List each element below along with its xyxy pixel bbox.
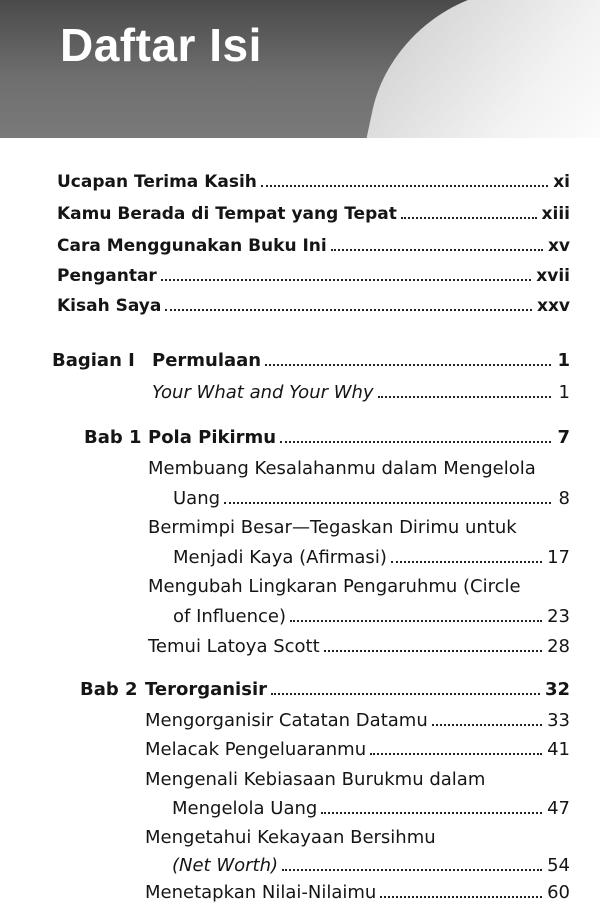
leader-dots: [401, 217, 537, 219]
toc-entry-page: xiii: [541, 204, 570, 224]
toc-entry-page: 8: [558, 488, 570, 509]
chapter-prefix: Bab 2: [80, 679, 138, 700]
leader-dots: [282, 869, 542, 871]
toc-entry-label: Menetapkan Nilai-Nilaimu: [145, 882, 377, 903]
toc-entry[interactable]: [57, 204, 570, 224]
toc-entry[interactable]: [57, 172, 570, 192]
toc-entry-label: Kisah Saya: [57, 296, 162, 316]
toc-entry-page: xv: [547, 236, 570, 256]
leader-dots: [324, 650, 542, 652]
leader-dots: [432, 724, 542, 726]
toc-entry-label: Your What and Your Why: [152, 382, 374, 403]
toc-entry-page: 23: [547, 606, 570, 627]
chapter-title-entry[interactable]: [148, 427, 570, 448]
part-prefix: Bagian I: [52, 350, 135, 371]
toc-entry[interactable]: [145, 710, 570, 731]
toc-entry-page: 1: [558, 382, 570, 403]
toc-entry-label: Terorganisir: [145, 679, 267, 700]
toc-entry-page: 41: [547, 739, 570, 760]
leader-dots: [280, 441, 551, 443]
toc-entry-page: 32: [544, 679, 570, 700]
leader-dots: [391, 561, 542, 563]
leader-dots: [271, 693, 540, 695]
toc-entry-label: Menjadi Kaya (Afirmasi): [173, 547, 387, 568]
toc-entry-page: xxv: [536, 296, 570, 316]
leader-dots: [321, 812, 542, 814]
toc-entry-label: (Net Worth): [172, 855, 279, 876]
toc-entry-page: 7: [557, 427, 570, 448]
toc-entry[interactable]: [173, 488, 570, 509]
toc-entry-label: Melacak Pengeluaranmu: [145, 739, 367, 760]
toc-entry-page: 33: [547, 710, 570, 731]
toc-entry-label: of Influence): [173, 606, 287, 627]
toc-entry[interactable]: [145, 739, 570, 760]
toc-entry-page: xvii: [536, 266, 570, 286]
page-title: Daftar Isi: [60, 19, 262, 71]
toc-entry-label: Kamu Berada di Tempat yang Tepat: [57, 204, 397, 224]
toc-entry[interactable]: [152, 382, 570, 403]
toc-entry-label: Mengorganisir Catatan Datamu: [145, 710, 428, 731]
toc-entry[interactable]: [172, 855, 570, 876]
toc-entry-page: 60: [547, 882, 570, 903]
leader-dots: [331, 249, 543, 251]
leader-dots: [265, 364, 551, 366]
leader-dots: [290, 620, 542, 622]
toc-entry[interactable]: [57, 266, 570, 286]
toc-entry-label: Mengelola Uang: [172, 798, 318, 819]
toc-entry-label: Pola Pikirmu: [148, 427, 277, 448]
toc-entry[interactable]: [148, 636, 570, 657]
toc-entry[interactable]: [172, 798, 570, 819]
toc-entry-page: 28: [547, 636, 570, 657]
leader-dots: [165, 309, 532, 311]
toc-entry-label-line1: Mengubah Lingkaran Pengaruhmu (Circle: [148, 576, 521, 597]
toc-entry-page: 17: [547, 547, 570, 568]
leader-dots: [378, 396, 551, 398]
toc-entry-page: 47: [547, 798, 570, 819]
toc-entry-label: Permulaan: [152, 350, 262, 371]
toc-entry-label: Pengantar: [57, 266, 157, 286]
part-title-entry[interactable]: [152, 350, 570, 371]
leader-dots: [161, 279, 531, 281]
toc-entry[interactable]: [57, 296, 570, 316]
toc-entry-label-line1: Membuang Kesalahanmu dalam Mengelola: [148, 458, 536, 479]
toc-entry-page: xi: [553, 172, 570, 192]
toc-entry[interactable]: [57, 236, 570, 256]
toc-entry-page: 1: [557, 350, 570, 371]
toc-entry-label: Uang: [173, 488, 221, 509]
toc-entry-page: 54: [547, 855, 570, 876]
leader-dots: [261, 185, 548, 187]
leader-dots: [380, 896, 542, 898]
toc-entry-label-line1: Mengetahui Kekayaan Bersihmu: [145, 827, 436, 848]
toc-entry-label: Cara Menggunakan Buku Ini: [57, 236, 327, 256]
toc-entry[interactable]: [173, 606, 570, 627]
toc-entry-label-line1: Mengenali Kebiasaan Burukmu dalam: [145, 769, 486, 790]
toc-entry[interactable]: [173, 547, 570, 568]
chapter-title-entry[interactable]: [145, 679, 570, 700]
toc-entry-label: Ucapan Terima Kasih: [57, 172, 257, 192]
chapter-prefix: Bab 1: [84, 427, 142, 448]
toc-entry-label-line1: Bermimpi Besar—Tegaskan Dirimu untuk: [148, 517, 517, 538]
leader-dots: [370, 753, 542, 755]
leader-dots: [224, 502, 551, 504]
toc-entry-label: Temui Latoya Scott: [148, 636, 320, 657]
